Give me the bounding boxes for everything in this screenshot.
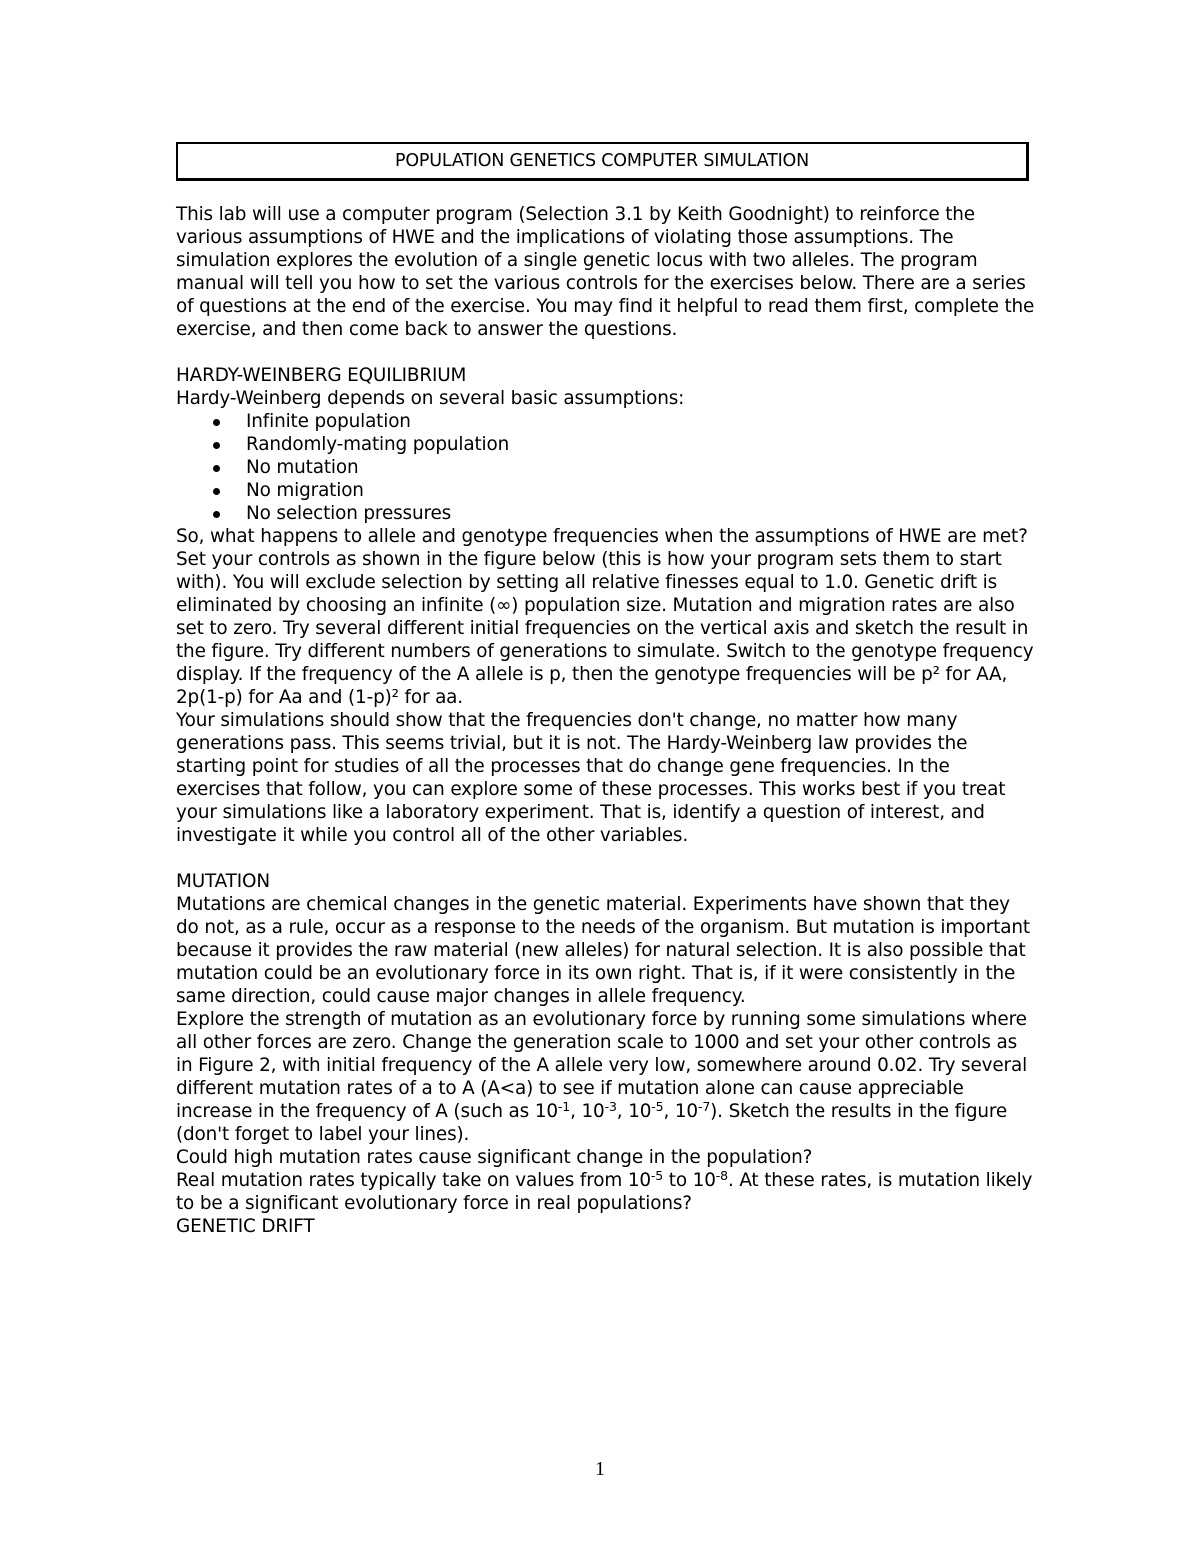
list-item: No selection pressures [176, 502, 1036, 525]
intro-paragraph: This lab will use a computer program (Selection 3.1 by Keith Goodnight) to reinforce the various assumptions of HWE and the implications of violating those assumptions. The simulation explores the evolution of a single genetic locus with two alleles. The program manual will tell you how to set the various controls for the exercises below. There are a series of questions at the end of the exercise. You may find it helpful to read them first, complete the exercise, and then come back to answer the questions. [176, 204, 1035, 340]
mutation-paragraph-2-text: Explore the strength of mutation as an evolutionary force by running some simulations where all other forces are zero. Change the generation scale to 1000 and set your other controls as in Figure 2, with initial frequency of the A allele very low, somewhere around 0.02. Try several different mutation rates of a to A (A<a) to see if mutation alone can cause appreciable increase in the frequency of A (such as [176, 1009, 1028, 1122]
hwe-paragraph-1: So, what happens to allele and genotype frequencies when the assumptions of HWE are met? Set your controls as shown in the figure below (this is how your program sets them to start with). You will exclude selection by setting all relative finesses equal to 1.0. Genetic drift is eliminated by choosing an infinite (∞) population size. Mutation and migration rates are also set to zero. Try several different initial frequencies on the vertical axis and sketch the result in the figure. Try different numbers of generations to simulate. Switch to the genotype frequency display. If the frequency of the A allele is p, then the genotype frequencies will be p² for AA, 2p(1-p) for Aa and (1-p)² for aa. [176, 526, 1034, 708]
rate-exponent: -7 [697, 1099, 711, 1114]
mutation-paragraph-2 [176, 1008, 1036, 1146]
rate-exponent: -5 [650, 1168, 664, 1183]
mutation-question-2 [176, 1169, 1036, 1215]
mutation-question-1: Could high mutation rates cause significant change in the population? [176, 1147, 813, 1168]
rate-exponent: -8 [715, 1168, 728, 1183]
spacer [176, 341, 1036, 364]
page-number: 1 [595, 1458, 605, 1480]
mutation-paragraph-1: Mutations are chemical changes in the genetic material. Experiments have shown that they do not, as a rule, occur as a response to the needs of the organism. But mutation is important because it provides the raw material (new alleles) for natural selection. It is also possible that mutation could be an evolutionary force in its own right. That is, if it were consistently in the same direction, could cause major changes in allele frequency. [176, 894, 1030, 1007]
list-item: No migration [176, 479, 1036, 502]
drift-heading: GENETIC DRIFT [176, 1216, 315, 1237]
list-item: Infinite population [176, 410, 1036, 433]
rate-exponent: -3 [604, 1099, 617, 1114]
rate-exponent: -1 [557, 1099, 571, 1114]
hwe-paragraph-2: Your simulations should show that the frequencies don't change, no matter how many generations pass. This seems trivial, but it is not. The Hardy-Weinberg law provides the starting point for studies of all the processes that do change gene frequencies. In the exercises that follow, you can explore some of these processes. This works best if you treat your simulations like a laboratory experiment. That is, identify a question of interest, and investigate it while you control all of the other variables. [176, 710, 1006, 846]
list-item: No mutation [176, 456, 1036, 479]
question-2-end: . At these rates, is mutation likely to be a significant evolutionary force in real populations? [176, 1170, 1033, 1214]
hwe-heading: HARDY-WEINBERG EQUILIBRIUM [176, 365, 467, 386]
rate-base: 10 [692, 1170, 716, 1191]
spacer [176, 847, 1036, 870]
rate-base: 10 [674, 1101, 698, 1122]
page-title: POPULATION GENETICS COMPUTER SIMULATION [394, 151, 810, 171]
mutation-heading: MUTATION [176, 871, 270, 892]
hwe-lead: Hardy-Weinberg depends on several basic assumptions: [176, 388, 685, 409]
rate-base: 10 [628, 1101, 652, 1122]
text-separator: , [616, 1101, 629, 1122]
rate-base: 10 [627, 1170, 651, 1191]
text-separator: , [570, 1101, 582, 1122]
assumptions-list [176, 410, 1036, 525]
list-item: Randomly-mating population [176, 433, 1036, 456]
rate-base: 10 [534, 1101, 558, 1122]
mutation-paragraph-2-tail: ). Sketch the results in the figure (don't forget to label your lines). [176, 1101, 1008, 1145]
title-box [176, 142, 1029, 181]
text-separator: , [663, 1101, 675, 1122]
rate-exponent: -5 [651, 1099, 664, 1114]
question-2-mid: to [663, 1170, 693, 1191]
question-2-start: Real mutation rates typically take on values from [176, 1170, 628, 1191]
document-body [176, 203, 1036, 1238]
rate-base: 10 [581, 1101, 605, 1122]
